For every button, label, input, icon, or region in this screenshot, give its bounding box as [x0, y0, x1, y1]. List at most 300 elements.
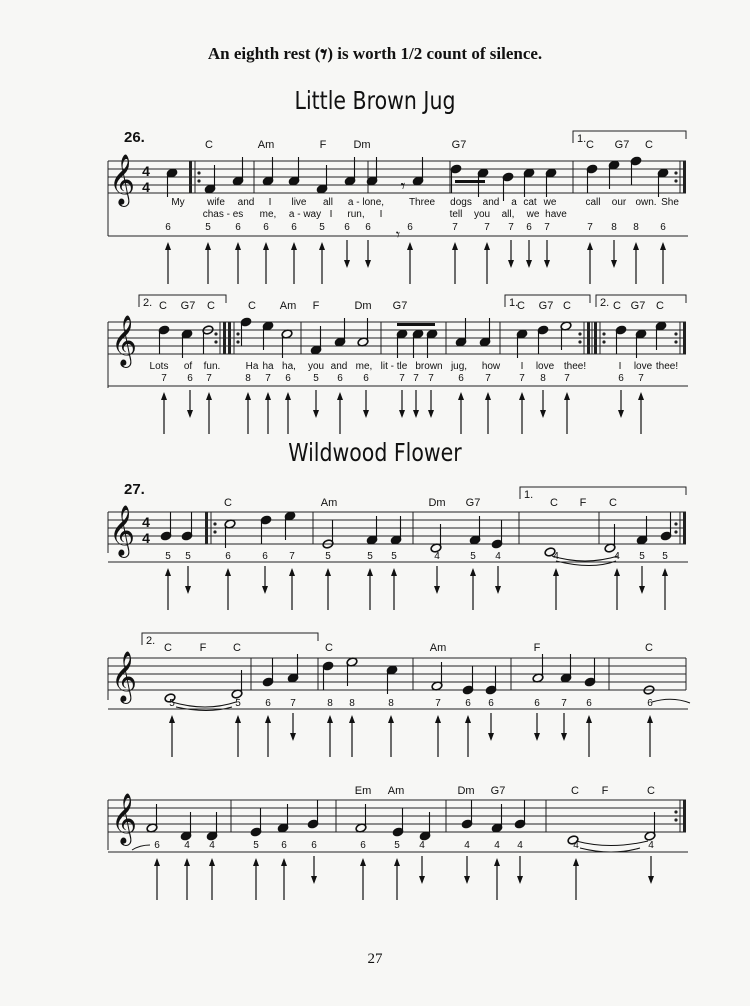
lyric-word: Lots [149, 361, 169, 372]
song-number-26: 26. [124, 129, 145, 146]
tab-hole-number: 6 [618, 373, 624, 384]
arrow-head [611, 260, 617, 268]
arrow-head [206, 392, 212, 400]
tab-hole-number: 4 [553, 551, 559, 562]
tab-hole-number: 8 [633, 222, 639, 233]
repeat-dot [236, 332, 239, 335]
repeat-dot [213, 530, 216, 533]
lyric-word: me, [355, 361, 373, 372]
chord-symbol: F [533, 642, 541, 654]
arrow-head [165, 242, 171, 250]
arrow-head [325, 568, 331, 576]
arrow-head [165, 568, 171, 576]
lyric-word: you [307, 361, 325, 372]
lyric-word: call [585, 197, 601, 208]
tab-hole-number: 7 [452, 222, 458, 233]
tab-hole-number: 7 [638, 373, 644, 384]
time-signature-bottom: 4 [142, 179, 150, 195]
arrow-head [235, 242, 241, 250]
arrow-head [534, 733, 540, 741]
arrow-head [360, 858, 366, 866]
ending-number: 1. [509, 297, 519, 309]
arrow-head [633, 242, 639, 250]
lyric-word: jug, [450, 361, 468, 372]
tab-hole-number: 6 [488, 698, 494, 709]
ending-number: 2. [146, 635, 156, 647]
tab-hole-number: 6 [337, 373, 343, 384]
arrow-head [564, 392, 570, 400]
tab-hole-number: 6 [365, 222, 371, 233]
arrow-head [319, 242, 325, 250]
lyric-word: My [171, 197, 185, 208]
lyric-word: dogs [450, 197, 472, 208]
arrow-head [618, 410, 624, 418]
chord-symbol: Dm [353, 139, 371, 151]
lyric-word: I [268, 197, 272, 208]
chord-symbol: G7 [614, 139, 630, 151]
lyric-word: She [661, 197, 679, 208]
repeat-dot [674, 340, 677, 343]
repeat-dot [674, 530, 677, 533]
time-signature-bottom: 4 [142, 530, 150, 546]
tab-hole-number: 7 [435, 698, 441, 709]
tab-hole-number: 5 [662, 551, 668, 562]
chord-symbol: F [601, 785, 609, 797]
tab-hole-number: 5 [325, 551, 331, 562]
treble-clef-icon: 𝄞 [108, 154, 136, 205]
arrow-head [638, 392, 644, 400]
tab-hole-number: 6 [534, 698, 540, 709]
lyric-word: how [481, 361, 501, 372]
arrow-head [465, 715, 471, 723]
treble-clef-icon: 𝄞 [110, 651, 138, 702]
song-title-wildwood-flower: Wildwood Flower [288, 438, 462, 467]
eighth-rest-icon: 𝄾 [395, 225, 401, 244]
chord-symbol: C [645, 642, 653, 654]
tab-hole-number: 7 [587, 222, 593, 233]
tab-hole-number: 6 [407, 222, 413, 233]
arrow-head [209, 858, 215, 866]
arrow-head [561, 733, 567, 741]
lyric-word: Ha [245, 361, 259, 372]
arrow-head [285, 392, 291, 400]
tab-hole-number: 7 [290, 698, 296, 709]
lyric-word: own. [635, 197, 657, 208]
lyric-word: have [545, 209, 567, 220]
staff-27-3 [108, 800, 686, 832]
lyric-word: I [379, 209, 383, 220]
tab-hole-number: 5 [639, 551, 645, 562]
arrow-head [435, 715, 441, 723]
tab-hole-number: 5 [391, 551, 397, 562]
tab-hole-number: 6 [311, 840, 317, 851]
tie [552, 556, 618, 561]
arrow-head [464, 876, 470, 884]
arrow-head [253, 858, 259, 866]
chord-symbol: G7 [451, 139, 467, 151]
chord-symbol: C [609, 497, 617, 509]
lyric-word: a - lone, [347, 197, 385, 208]
tab-hole-number: 7 [265, 373, 271, 384]
lyric-word: you [473, 209, 491, 220]
chord-symbol: F [319, 139, 327, 151]
lyric-word: I [520, 361, 524, 372]
chord-symbol: C [613, 300, 621, 312]
chord-symbol: C [233, 642, 241, 654]
tab-hole-number: 7 [399, 373, 405, 384]
lyric-word: ha [262, 361, 274, 372]
song-title-little-brown-jug: Little Brown Jug [294, 86, 456, 115]
chord-symbol: G7 [392, 300, 408, 312]
arrow-head [245, 392, 251, 400]
lyric-word: ha, [282, 361, 296, 372]
tab-hole-number: 6 [262, 551, 268, 562]
note-text-after: ) is worth 1/2 count of silence. [327, 44, 543, 63]
time-signature-top: 4 [142, 514, 150, 530]
arrow-head [494, 858, 500, 866]
lyric-word: all [322, 197, 334, 208]
tab-hole-number: 8 [388, 698, 394, 709]
tab-hole-number: 7 [289, 551, 295, 562]
tab-hole-number: 6 [263, 222, 269, 233]
arrow-head [544, 260, 550, 268]
tab-hole-number: 6 [458, 373, 464, 384]
chord-symbol: F [312, 300, 320, 312]
treble-clef-icon: 𝄞 [108, 505, 136, 556]
chord-symbol: C [248, 300, 256, 312]
arrow-head [526, 260, 532, 268]
tab-hole-number: 5 [169, 698, 175, 709]
chord-symbol: C [325, 642, 333, 654]
tab-hole-number: 6 [363, 373, 369, 384]
tab-hole-number: 7 [544, 222, 550, 233]
repeat-end-thick-bar [683, 800, 686, 832]
repeat-dot [578, 340, 581, 343]
lyric-word: we [543, 197, 557, 208]
lyric-word: and [330, 361, 348, 372]
arrow-head [265, 715, 271, 723]
lyric-word: lit - tle [380, 361, 408, 372]
tab-hole-number: 4 [494, 840, 500, 851]
tab-hole-number: 7 [484, 222, 490, 233]
lyric-word: cat [523, 197, 537, 208]
arrow-head [161, 392, 167, 400]
tab-hole-number: 5 [235, 698, 241, 709]
lyric-word: me, [259, 209, 277, 220]
beam [455, 180, 485, 183]
tab-hole-number: 8 [327, 698, 333, 709]
arrow-head [365, 260, 371, 268]
chord-symbol: C [159, 300, 167, 312]
arrow-head [289, 568, 295, 576]
arrow-head [553, 568, 559, 576]
arrow-head [452, 242, 458, 250]
tab-hole-number: 7 [428, 373, 434, 384]
tab-hole-number: 6 [344, 222, 350, 233]
chord-symbol: Am [387, 785, 405, 797]
chord-symbol: Am [279, 300, 297, 312]
tab-hole-number: 7 [508, 222, 514, 233]
chord-symbol: C [517, 300, 525, 312]
treble-clef-icon: 𝄞 [110, 315, 138, 366]
lyric-word: thee! [563, 361, 587, 372]
tab-hole-number: 4 [517, 840, 523, 851]
arrow-head [434, 586, 440, 594]
ending-number: 1. [524, 489, 534, 501]
arrow-head [614, 568, 620, 576]
lyric-word: Three [408, 197, 436, 208]
arrow-head [311, 876, 317, 884]
tab-hole-number: 5 [367, 551, 373, 562]
tab-hole-number: 5 [185, 551, 191, 562]
tab-hole-number: 4 [209, 840, 215, 851]
repeat-dot [214, 332, 217, 335]
arrow-head [388, 715, 394, 723]
arrow-head [363, 410, 369, 418]
lyric-word: tell [449, 209, 463, 220]
repeat-end-thick-bar [683, 512, 686, 544]
lyric-word: a - way [288, 209, 322, 220]
chord-symbol: C [224, 497, 232, 509]
chord-symbol: C [207, 300, 215, 312]
lyric-word: love [633, 361, 653, 372]
repeat-end-thick-bar [683, 322, 686, 354]
ending-number: 2. [143, 297, 153, 309]
tab-hole-number: 8 [611, 222, 617, 233]
tab-hole-number: 6 [187, 373, 193, 384]
chord-symbol: Dm [354, 300, 372, 312]
chord-symbol: C [586, 139, 594, 151]
lyric-word: run, [347, 209, 365, 220]
chord-symbol: G7 [180, 300, 196, 312]
arrow-head [647, 715, 653, 723]
note-text-before: An eighth rest ( [207, 44, 321, 63]
arrow-head [327, 715, 333, 723]
arrow-head [587, 242, 593, 250]
arrow-head [485, 392, 491, 400]
arrow-head [517, 876, 523, 884]
tab-tie [652, 699, 690, 703]
chord-symbol: Dm [428, 497, 446, 509]
lyric-word: and [237, 197, 255, 208]
tab-hole-number: 5 [165, 551, 171, 562]
arrow-head [407, 242, 413, 250]
lyric-word: we [526, 209, 540, 220]
tie [172, 702, 236, 707]
arrow-head [265, 392, 271, 400]
arrow-head [313, 410, 319, 418]
chord-symbol: C [563, 300, 571, 312]
arrow-head [391, 568, 397, 576]
tab-hole-number: 7 [485, 373, 491, 384]
chord-symbol: Em [354, 785, 372, 797]
tab-hole-number: 4 [614, 551, 620, 562]
treble-clef-icon: 𝄞 [110, 793, 138, 844]
arrow-head [488, 733, 494, 741]
repeat-dot [602, 332, 605, 335]
arrow-head [399, 410, 405, 418]
arrow-head [281, 858, 287, 866]
tab-hole-number: 4 [184, 840, 190, 851]
tab-hole-number: 6 [285, 373, 291, 384]
lyric-word: wife [207, 197, 225, 208]
repeat-end-thick-bar [223, 322, 226, 354]
arrow-head [662, 568, 668, 576]
tab-hole-number: 5 [394, 840, 400, 851]
repeat-start-thick-bar [205, 512, 208, 544]
tab-hole-number: 6 [465, 698, 471, 709]
arrow-head [367, 568, 373, 576]
tab-hole-number: 6 [291, 222, 297, 233]
arrow-head [419, 876, 425, 884]
arrow-head [262, 586, 268, 594]
tab-hole-number: 4 [419, 840, 425, 851]
tab-hole-number: 6 [235, 222, 241, 233]
tab-hole-number: 7 [519, 373, 525, 384]
lyric-word: fun. [203, 361, 221, 372]
tab-hole-number: 7 [161, 373, 167, 384]
arrow-head [428, 410, 434, 418]
repeat-dot [674, 171, 677, 174]
repeat-start-thick-bar [189, 161, 192, 193]
chord-symbol: G7 [465, 497, 481, 509]
tab-hole-number: 7 [561, 698, 567, 709]
lyric-word: our [611, 197, 627, 208]
tab-tie [132, 845, 150, 850]
repeat-dot [674, 810, 677, 813]
repeat-dot [674, 179, 677, 182]
tab-hole-number: 7 [413, 373, 419, 384]
ending-number: 1. [577, 133, 587, 145]
arrow-head [573, 858, 579, 866]
ending-bracket [520, 487, 686, 499]
repeat-dot [197, 179, 200, 182]
repeat-dot [213, 522, 216, 525]
repeat-start-thick-bar [594, 322, 597, 354]
arrow-head [484, 242, 490, 250]
arrow-head [205, 242, 211, 250]
tab-hole-number: 8 [349, 698, 355, 709]
tab-hole-number: 5 [319, 222, 325, 233]
repeat-dot [578, 332, 581, 335]
repeat-end-thick-bar [587, 322, 590, 354]
arrow-head [639, 586, 645, 594]
chord-symbol: G7 [490, 785, 506, 797]
arrow-head [413, 410, 419, 418]
chord-symbol: C [656, 300, 664, 312]
tab-hole-number: 4 [573, 840, 579, 851]
tab-hole-number: 6 [154, 840, 160, 851]
eighth-rest-icon: 𝄾 [320, 40, 328, 70]
chord-symbol: Dm [457, 785, 475, 797]
chord-symbol: F [199, 642, 207, 654]
arrow-head [660, 242, 666, 250]
tab-hole-number: 5 [205, 222, 211, 233]
arrow-head [169, 715, 175, 723]
arrow-head [263, 242, 269, 250]
arrow-head [184, 858, 190, 866]
beam [397, 323, 435, 326]
arrow-head [187, 410, 193, 418]
arrow-head [508, 260, 514, 268]
chord-symbol: C [205, 139, 213, 151]
tab-hole-number: 7 [564, 373, 570, 384]
tab-hole-number: 8 [245, 373, 251, 384]
tab-hole-number: 7 [206, 373, 212, 384]
ending-number: 2. [600, 297, 610, 309]
lyric-word: all, [501, 209, 515, 220]
chord-symbol: C [571, 785, 579, 797]
repeat-dot [602, 340, 605, 343]
staff-27-2 [108, 658, 686, 690]
tab-hole-number: 6 [225, 551, 231, 562]
lyric-word: and [482, 197, 500, 208]
tab-hole-number: 4 [434, 551, 440, 562]
tab-hole-number: 6 [360, 840, 366, 851]
lyric-word: of [183, 361, 193, 372]
repeat-dot [236, 340, 239, 343]
tab-hole-number: 4 [464, 840, 470, 851]
lyric-word: a [511, 197, 517, 208]
tab-hole-number: 5 [253, 840, 259, 851]
arrow-head [519, 392, 525, 400]
arrow-head [394, 858, 400, 866]
tab-hole-number: 4 [648, 840, 654, 851]
chord-symbol: C [550, 497, 558, 509]
tab-hole-number: 6 [526, 222, 532, 233]
eighth-rest-icon: 𝄾 [400, 176, 406, 197]
chord-symbol: Am [257, 139, 275, 151]
chord-symbol: G7 [538, 300, 554, 312]
lyric-word: thee! [655, 361, 679, 372]
tab-hole-number: 6 [647, 698, 653, 709]
repeat-dot [214, 340, 217, 343]
arrow-head [349, 715, 355, 723]
arrow-head [290, 733, 296, 741]
repeat-dot [674, 332, 677, 335]
lyric-word: I [329, 209, 333, 220]
arrow-head [586, 715, 592, 723]
chord-symbol: C [647, 785, 655, 797]
lyric-word: live [291, 197, 307, 208]
page-number: 27 [367, 951, 383, 967]
tab-hole-number: 6 [165, 222, 171, 233]
arrow-head [235, 715, 241, 723]
arrow-head [458, 392, 464, 400]
lyric-word: chas - es [202, 209, 244, 220]
tab-hole-number: 8 [540, 373, 546, 384]
arrow-head [225, 568, 231, 576]
arrow-head [495, 586, 501, 594]
chord-symbol: C [164, 642, 172, 654]
lyric-word: I [618, 361, 622, 372]
tab-tie [580, 848, 640, 852]
tab-hole-number: 6 [281, 840, 287, 851]
chord-symbol: Am [320, 497, 338, 509]
arrow-head [344, 260, 350, 268]
chord-symbol: F [579, 497, 587, 509]
tie [576, 841, 648, 846]
repeat-end-thick-bar [683, 161, 686, 193]
chord-symbol: C [645, 139, 653, 151]
lyric-word: brown [415, 361, 443, 372]
arrow-head [337, 392, 343, 400]
arrow-head [540, 410, 546, 418]
tab-hole-number: 5 [470, 551, 476, 562]
song-number-27: 27. [124, 481, 145, 498]
tab-hole-number: 6 [265, 698, 271, 709]
tab-hole-number: 5 [313, 373, 319, 384]
